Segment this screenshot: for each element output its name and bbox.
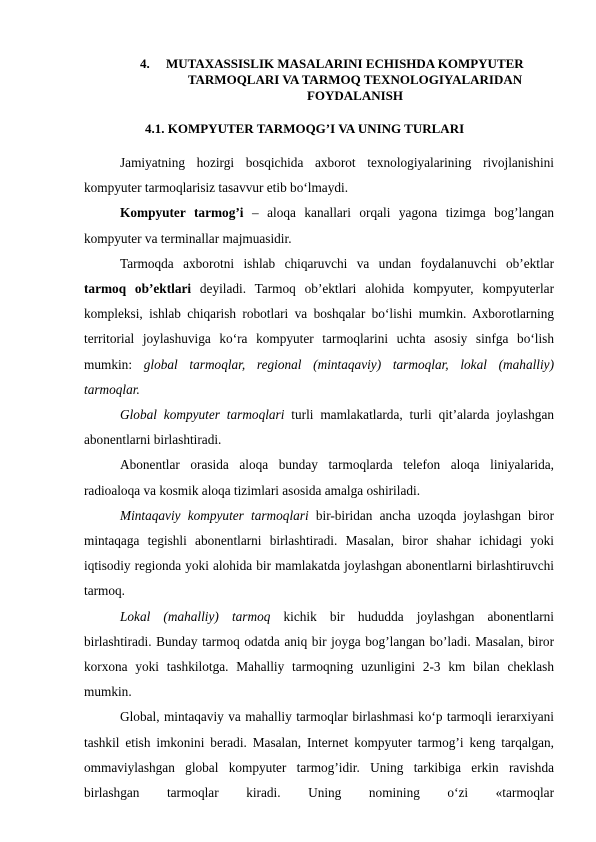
- chapter-title-line1: [140, 56, 560, 72]
- section-title: 4.1. KOMPYUTER TARMOQG’I VA UNING TURLARI: [145, 121, 465, 136]
- body-text: [84, 150, 554, 805]
- paragraph-5: Abonentlar orasida aloqa bunday tarmoqlarda telefon aloqa liniyalarida, radioaloqa va kosmik aloqa tizimlari asosida amalga oshiriladi.: [84, 457, 554, 498]
- paragraph-8: Global, mintaqaviy va mahalliy tarmoqlar birlashmasi ko‘p tarmoqli ierarxiyani tashkil etish imkonini beradi. Masalan, Internet kompyuter tarmog’i keng tarqalgan, ommaviylashgan global kompyuter tarmog’idir. Uning tarkibiga erkin ravishda birlashgan tarmoqlar kiradi. Uning nomining o‘zi «tarmoqlar: [84, 709, 554, 801]
- paragraph-4: [84, 402, 554, 452]
- term-kompyuter-tarmogi: Kompyuter tarmog’i: [120, 205, 244, 221]
- term-regional-networks: Mintaqaviy kompyuter tarmoqlari: [120, 507, 309, 523]
- paragraph-6-text: bir-biridan ancha uzoqda joylashgan biror mintaqaga tegishli abonentlarni birlashtiradi. Masalan, biror shahar ichidagi yoki iqtisodiy regionda yoki alohida bir mamlakatda joylashgan abonentlarni birlashtiruvchi tarmoq.: [84, 507, 554, 599]
- paragraph-2-text: – aloqa kanallari orqali yagona tizimga bog’langan kompyuter va terminallar majmuasidir.: [84, 205, 554, 246]
- network-classes-list: global tarmoqlar, regional (mintaqaviy) tarmoqlar, lokal (mahalliy) tarmoqlar.: [84, 356, 555, 397]
- paragraph-1: Jamiyatning hozirgi bosqichida axborot texnologiyalarining rivojlanishini kompyuter tarmoqlarisiz tasavvur etib bo‘lmaydi.: [84, 155, 554, 196]
- term-local-network: Lokal (mahalliy) tarmoq: [120, 608, 271, 624]
- paragraph-3-text-a: Tarmoqda axborotni ishlab chiqaruvchi va undan foydalanuvchi ob’ektlar: [120, 255, 554, 271]
- chapter-title-text: MUTAXASSISLIK MASALARINI ECHISHDA KOMPYUTER: [166, 56, 524, 71]
- paragraph-3-text-b: deyiladi. Tarmoq ob’ektlari alohida kompyuter, kompyuterlar kompleksi, ishlab chiqarish robotlari va boshqalar bo‘lishi mumkin. Axborotlarning territorial joylashuviga ko‘ra kompyuter tarmoqlarini uchta asosiy sinfga bo‘lish mumkin:: [84, 281, 555, 372]
- paragraph-3: [84, 251, 554, 402]
- paragraph-4-text: turli mamlakatlarda, turli qit’alarda joylashgan abonentlarni birlashtiradi.: [84, 407, 554, 448]
- paragraph-7-text: kichik bir hududda joylashgan abonentlarni birlashtiradi. Bunday tarmoq odatda aniq bir joyga bog’langan bo’ladi. Masalan, biror korxona yoki tashkilotga. Mahalliy tarmoqning uzunligini 2-3 km bilan cheklash mumkin.: [84, 608, 554, 700]
- chapter-title: [140, 56, 560, 104]
- term-tarmoq-obektlari: tarmoq ob’ektlari: [84, 281, 192, 297]
- paragraph-6: [84, 503, 554, 604]
- chapter-title-rest: TARMOQLARI VA TARMOQ TEXNOLOGIYALARIDAN FOYDALANISH: [187, 72, 523, 103]
- paragraph-2: [84, 200, 554, 250]
- chapter-number: 4.: [140, 56, 150, 71]
- paragraph-7: [84, 604, 554, 705]
- term-global-networks: Global kompyuter tarmoqlari: [120, 407, 285, 423]
